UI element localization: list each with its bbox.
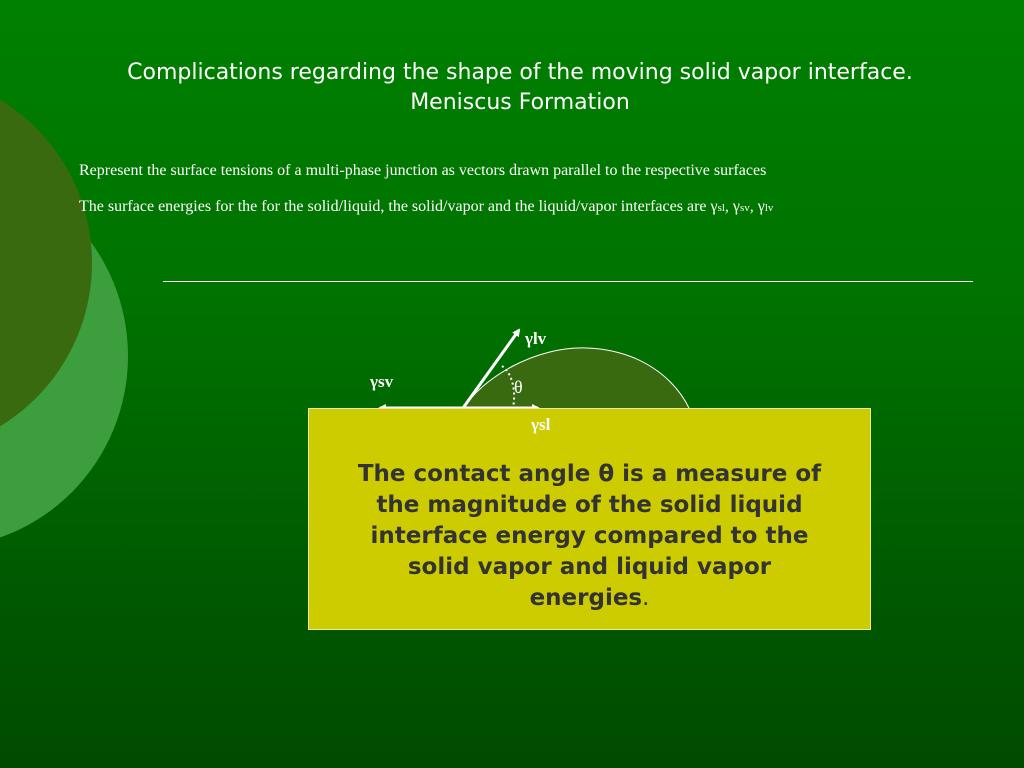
slide-title [40, 58, 1000, 118]
label-gamma-sl: γsl [531, 415, 551, 434]
title-line-2: Meniscus Formation [410, 90, 630, 115]
callout-text [345, 459, 835, 614]
gamma-sl-subscript: sl [717, 202, 725, 214]
gamma-sv-subscript: sv [740, 202, 750, 214]
gamma-sv-symbol: γ [732, 198, 740, 215]
callout-period: . [642, 585, 650, 611]
bullet-2 [79, 198, 773, 216]
divider-line [163, 281, 973, 282]
title-line-1: Complications regarding the shape of the moving solid vapor interface. [127, 60, 913, 85]
bullet-2-text: The surface energies for the for the solid/liquid, the solid/vapor and the liquid/vapor interfaces are [79, 198, 711, 215]
gamma-lv-subscript: lv [764, 202, 774, 214]
callout-box [308, 408, 871, 630]
label-gamma-sv: γsv [370, 372, 394, 391]
separator-2: , [749, 198, 758, 215]
label-theta: θ [514, 377, 523, 397]
gamma-sl-symbol: γ [710, 198, 718, 215]
droplet [462, 348, 690, 410]
bullet-1: Represent the surface tensions of a multi-phase junction as vectors drawn parallel to the respective surfaces [79, 162, 767, 179]
separator-1: , [724, 198, 733, 215]
label-gamma-lv: γlv [525, 329, 547, 348]
gamma-lv-symbol: γ [757, 198, 765, 215]
callout-body: The contact angle θ is a measure of the magnitude of the solid liquid interface energy compared to the solid vapor and liquid vapor energies [357, 461, 822, 611]
